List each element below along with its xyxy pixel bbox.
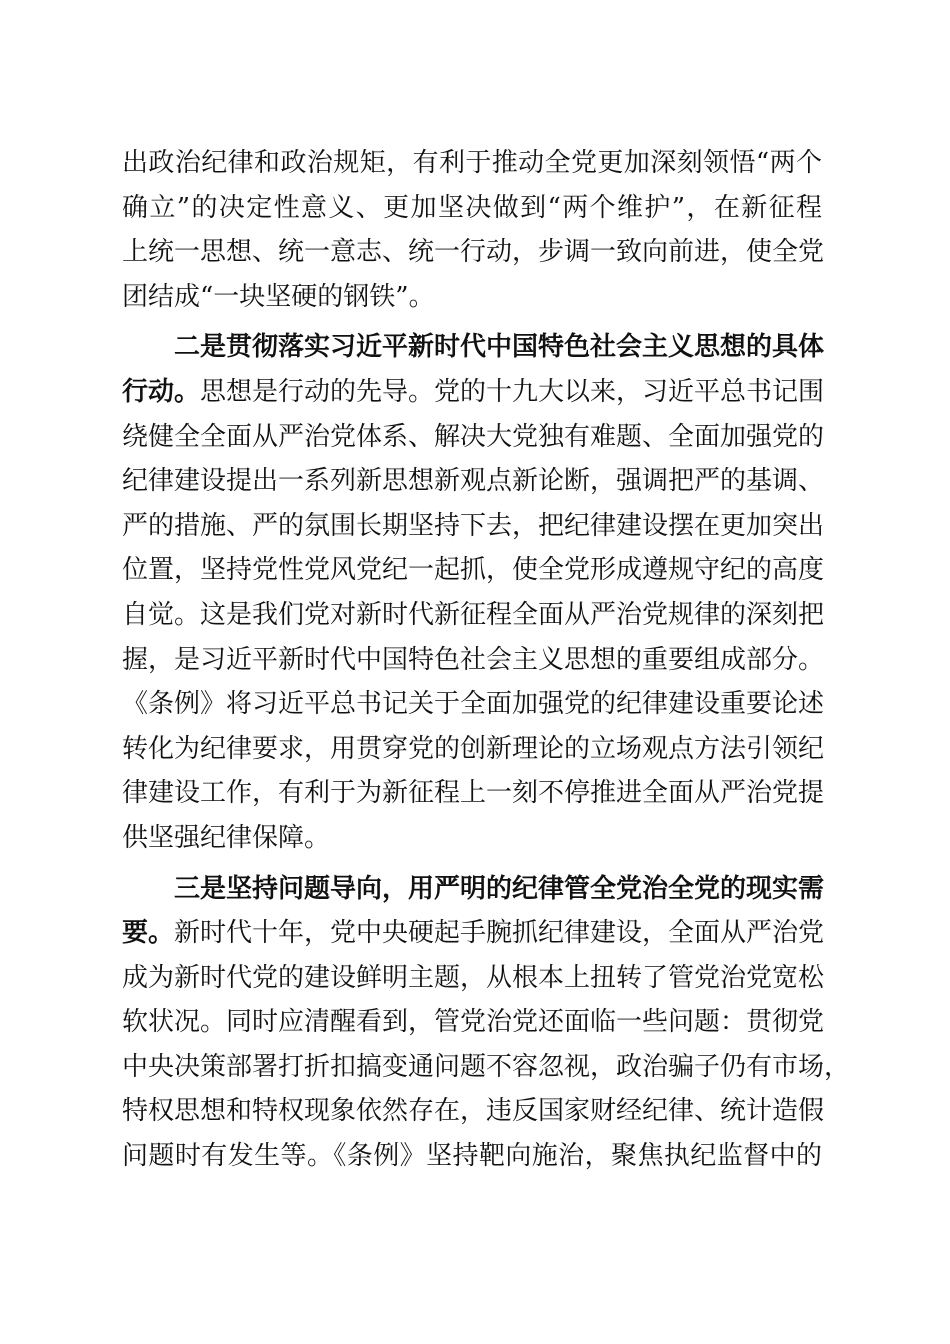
text-line: 问题时有发生等。《条例》坚持靶向施治，聚焦执纪监督中的 [122,1141,822,1172]
text-line: 成为新时代党的建设鲜明主题，从根本上扭转了管党治党宽松 [122,962,825,993]
text-line: 律建设工作，有利于为新征程上一刻不停推进全面从严治党提 [122,778,825,809]
text-segment: 思想是行动的先导。党的十九大以来，习近平总书记围 [200,376,825,407]
text-line [122,911,825,956]
paragraph-heading: 二是贯彻落实习近平新时代中国特色社会主义思想的具体 [174,332,825,363]
text-line: 《条例》将习近平总书记关于全面加强党的纪律建设重要论述 [122,689,825,720]
text-line: 供坚强纪律保障。 [122,822,331,853]
text-line: 纪律建设提出一系列新思想新观点新论断，强调把严的基调、 [122,466,825,497]
text-line: 软状况。同时应清醒看到，管党治党还面临一些问题：贯彻党 [122,1007,825,1038]
text-line: 特权思想和特权现象依然存在，违反国家财经纪律、统计造假 [122,1096,825,1127]
paragraph-1 [122,141,825,319]
paragraph-heading: 三是坚持问题导向，用严明的纪律管全党治全党的现实需 [174,873,825,904]
text-line: 绕健全全面从严治党体系、解决大党独有难题、全面加强党的 [122,421,825,452]
paragraph-heading-end: 行动。 [122,376,201,407]
text-line: 握，是习近平新时代中国特色社会主义思想的重要组成部分。 [122,644,825,675]
text-line [122,370,825,415]
text-line: 出政治纪律和政治规矩，有利于推动全党更加深刻领悟“两个 [122,148,822,178]
text-line: 中央决策部署打折扣搞变通问题不容忽视，政治骗子仍有市场， [122,1051,851,1082]
paragraph-3 [122,867,851,1179]
text-line: 转化为纪律要求，用贯穿党的创新理论的立场观点方法引领纪 [122,733,825,764]
text-line: 确立”的决定性意义、更加坚决做到“两个维护”，在新征程 [122,192,822,223]
paragraph-heading-end: 要。 [122,918,175,949]
text-segment: 新时代十年，党中央硬起手腕抓纪律建设，全面从严治党 [174,918,825,949]
text-line: 自觉。这是我们党对新时代新征程全面从严治党规律的深刻把 [122,599,825,630]
text-line: 上统一思想、统一意志、统一行动，步调一致向前进，使全党 [122,237,825,268]
text-line: 严的措施、严的氛围长期坚持下去，把纪律建设摆在更加突出 [122,510,825,541]
text-line: 团结成“一块坚硬的钢铁”。 [122,281,435,312]
text-line: 位置，坚持党性党风党纪一起抓，使全党形成遵规守纪的高度 [122,555,825,586]
document-page [122,141,851,1179]
paragraph-2 [122,325,825,860]
